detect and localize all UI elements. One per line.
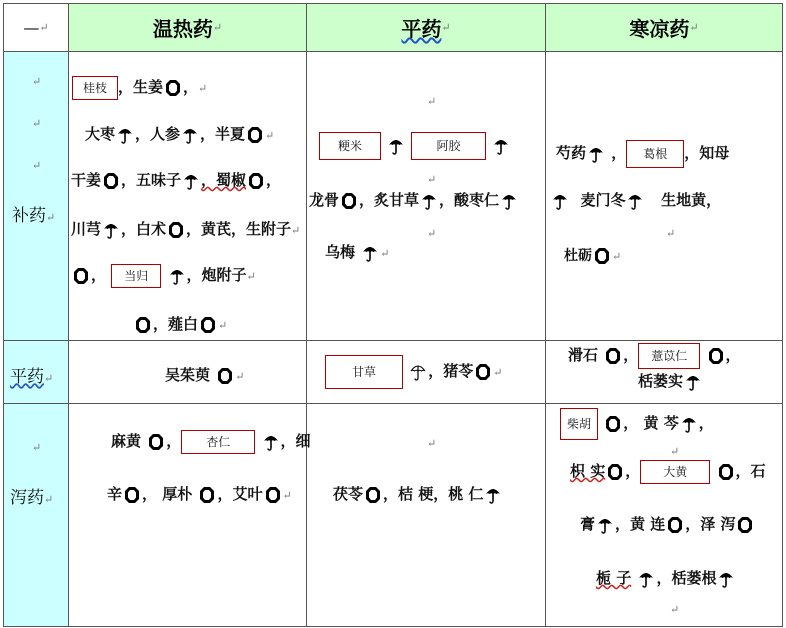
hollow-octagon-icon <box>708 347 724 365</box>
cell-tonify-warm: 桂枝 ，生姜 ，↵ 大枣 ，人参 ，半夏 ↵ 干姜 ，五味子 ，蜀椒 ， 川芎 ，白术 ，黄芪，生附子↵ ， 当归 ，炮附子↵ ，薤白 ↵ <box>69 52 307 341</box>
corner-cell: — ↵ <box>4 4 69 52</box>
col-header-neutral-label: 平药 <box>401 17 442 41</box>
hollow-octagon-icon <box>737 516 753 534</box>
row-header-tonify: ↵ ↵ ↵ 补药↵ <box>4 52 69 341</box>
hollow-octagon-icon <box>124 486 140 504</box>
herb-box-jingmi: 粳米 <box>319 132 381 160</box>
umbrella-icon <box>638 570 654 588</box>
umbrella-icon <box>685 373 701 391</box>
umbrella-icon <box>182 126 198 144</box>
row-header-neutral-label: 平药↵ <box>10 367 54 387</box>
hollow-octagon-icon <box>667 516 683 534</box>
hollow-octagon-icon <box>200 316 216 334</box>
col-header-warm: 温热药 ↵ <box>69 4 307 52</box>
umbrella-icon <box>485 486 501 504</box>
hollow-octagon-icon <box>265 486 281 504</box>
hollow-octagon-icon <box>199 486 215 504</box>
col-header-cold-label: 寒凉药 <box>629 17 690 41</box>
col-header-neutral: 平药 ↵ <box>307 4 546 52</box>
umbrella-icon <box>362 244 378 262</box>
hollow-octagon-icon <box>135 316 151 334</box>
row-header-tonify-label: 补药↵ <box>12 206 56 226</box>
umbrella-icon <box>117 126 133 144</box>
row-header-purge-label: 泻药↵ <box>10 488 54 508</box>
hollow-octagon-icon <box>168 221 184 239</box>
herb-box-yiyiren: 薏苡仁 <box>638 343 700 369</box>
umbrella-icon <box>421 192 437 210</box>
umbrella-icon <box>263 433 279 451</box>
herb-box-guizhi: 桂枝 <box>72 76 118 100</box>
hollow-octagon-icon <box>217 367 233 385</box>
hollow-octagon-icon <box>475 363 491 381</box>
hollow-octagon-icon <box>594 247 610 265</box>
umbrella-icon <box>183 172 199 190</box>
hollow-octagon-icon <box>605 347 621 365</box>
herb-box-danggui: 当归 <box>111 264 161 288</box>
herb-box-gegen: 葛根 <box>626 140 684 168</box>
hollow-octagon-icon <box>247 126 263 144</box>
cell-neutral-cold: 滑石 ， 薏苡仁 ， 栝蒌实 <box>546 341 783 404</box>
umbrella-icon <box>552 192 568 210</box>
hollow-octagon-icon <box>103 172 119 190</box>
hollow-octagon-icon <box>165 79 181 97</box>
corner-dash: — <box>23 18 40 37</box>
herb-box-gancao: 甘草 <box>325 355 403 389</box>
umbrella-icon <box>501 192 517 210</box>
cell-purge-neutral: ↵ 茯苓 ，桔 梗，桃 仁 <box>307 404 546 627</box>
hollow-octagon-icon <box>365 486 381 504</box>
umbrella-icon <box>103 221 119 239</box>
hollow-octagon-icon <box>607 463 623 481</box>
herb-box-chaihu: 柴胡 <box>560 408 598 440</box>
hollow-octagon-icon <box>605 415 621 433</box>
herb-box-ejiao: 阿胶 <box>411 132 485 160</box>
herb-box-xingren: 杏仁 <box>181 430 255 454</box>
hollow-octagon-icon <box>341 192 357 210</box>
row-header-purge: ↵ 泻药↵ <box>4 404 69 627</box>
umbrella-icon <box>493 137 509 155</box>
row-header-neutral <box>4 341 69 404</box>
cell-tonify-cold: 芍药 ， 葛根 ，知母 麦门冬 生地黄， ↵ 杜砺 ↵ <box>546 52 783 341</box>
umbrella-icon <box>627 192 643 210</box>
cell-purge-warm: 麻黄 ， 杏仁 ，细 辛 ， 厚朴 ，艾叶 ↵ <box>69 404 307 627</box>
medicine-table <box>3 3 783 627</box>
hollow-octagon-icon <box>248 172 264 190</box>
cell-neutral-neutral: 甘草 ，猪苓 ↵ <box>307 341 546 404</box>
umbrella-icon <box>597 516 613 534</box>
cell-purge-cold: 柴胡 ， 黄 芩 ， ↵ 枳 实 ， 大黄 ，石 膏 ，黄 连 ，泽 泻 栀 子 ，栝蒌根 ↵ <box>546 404 783 627</box>
umbrella-icon <box>169 267 185 285</box>
hollow-octagon-icon <box>148 433 164 451</box>
umbrella-icon <box>718 570 734 588</box>
col-header-warm-label: 温热药 <box>152 17 213 41</box>
umbrella-icon <box>388 137 404 155</box>
hollow-octagon-icon <box>73 267 89 285</box>
umbrella-icon <box>681 415 697 433</box>
umbrella-outline-icon <box>410 363 426 381</box>
cell-tonify-neutral: ↵ 粳米 阿胶 ↵ 龙骨 ，炙甘草 ，酸枣仁 ↵ 乌梅 ↵ <box>307 52 546 341</box>
cell-neutral-warm: 吴茱萸 ↵ <box>69 341 307 404</box>
herb-box-dahuang: 大黄 <box>640 460 710 484</box>
col-header-cold: 寒凉药 ↵ <box>546 4 783 52</box>
hollow-octagon-icon <box>718 463 734 481</box>
umbrella-icon <box>588 145 604 163</box>
